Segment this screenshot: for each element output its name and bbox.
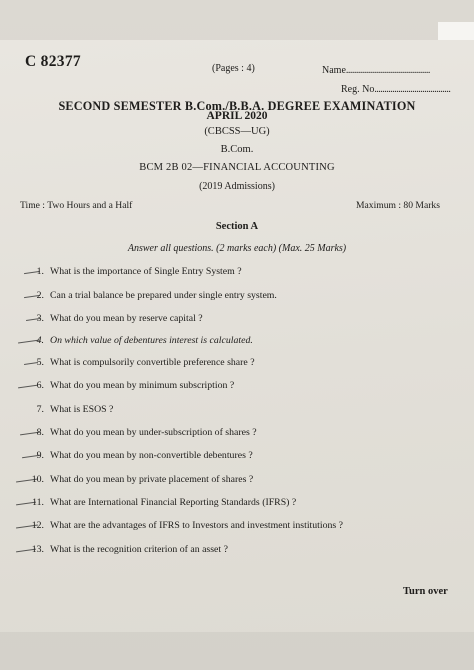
question-item: 9. What do you mean by non-convertible debentures ? <box>36 450 253 461</box>
time-allowed: Time : Two Hours and a Half <box>20 200 133 211</box>
exam-title: SECOND SEMESTER B.Com./B.B.A. DEGREE EXAMINATION <box>58 99 416 113</box>
question-item: 10. What do you mean by private placement of shares ? <box>31 474 254 485</box>
admission-batch: (2019 Admissions) <box>199 181 275 192</box>
question-item: 13. What is the recognition criterion of an asset ? <box>31 544 228 555</box>
turn-over-note: Turn over <box>403 586 448 597</box>
reg-no-label: Reg. No <box>341 84 375 95</box>
question-item: 7. What is ESOS ? <box>36 404 114 415</box>
corner-white-patch <box>438 22 474 40</box>
question-item: 8. What do you mean by under-subscription of shares ? <box>36 427 257 438</box>
reg-no-field: Reg. No...................................... <box>341 84 451 95</box>
paper-code: C 82377 <box>25 53 81 70</box>
question-item: 12. What are the advantages of IFRS to Investors and investment institutions ? <box>31 520 344 531</box>
question-item: 1. What is the importance of Single Entry System ? <box>36 266 242 277</box>
degree: B.Com. <box>220 144 254 155</box>
question-item: 6. What do you mean by minimum subscription ? <box>36 380 235 391</box>
question-item: 5. What is compulsorily convertible preference share ? <box>36 357 255 368</box>
question-item: 2. Can a trial balance be prepared under single entry system. <box>36 290 277 301</box>
section-instructions: Answer all questions. (2 marks each) (Max. 25 Marks) <box>127 243 347 254</box>
name-field: Name.......................................... <box>322 65 430 76</box>
name-label: Name <box>322 65 346 76</box>
maximum-marks: Maximum : 80 Marks <box>356 200 440 211</box>
exam-scheme: (CBCSS—UG) <box>204 126 270 137</box>
question-item: 11. What are International Financial Reporting Standards (IFRS) ? <box>32 497 297 508</box>
question-item: 3. What do you mean by reserve capital ? <box>36 313 203 324</box>
section-title: Section A <box>215 221 259 232</box>
subject: BCM 2B 02—FINANCIAL ACCOUNTING <box>139 162 335 173</box>
question-item: 4. On which value of debentures interest is calculated. <box>36 335 253 346</box>
exam-date: APRIL 2020 <box>206 110 268 122</box>
page-count: (Pages : 4) <box>212 63 255 74</box>
